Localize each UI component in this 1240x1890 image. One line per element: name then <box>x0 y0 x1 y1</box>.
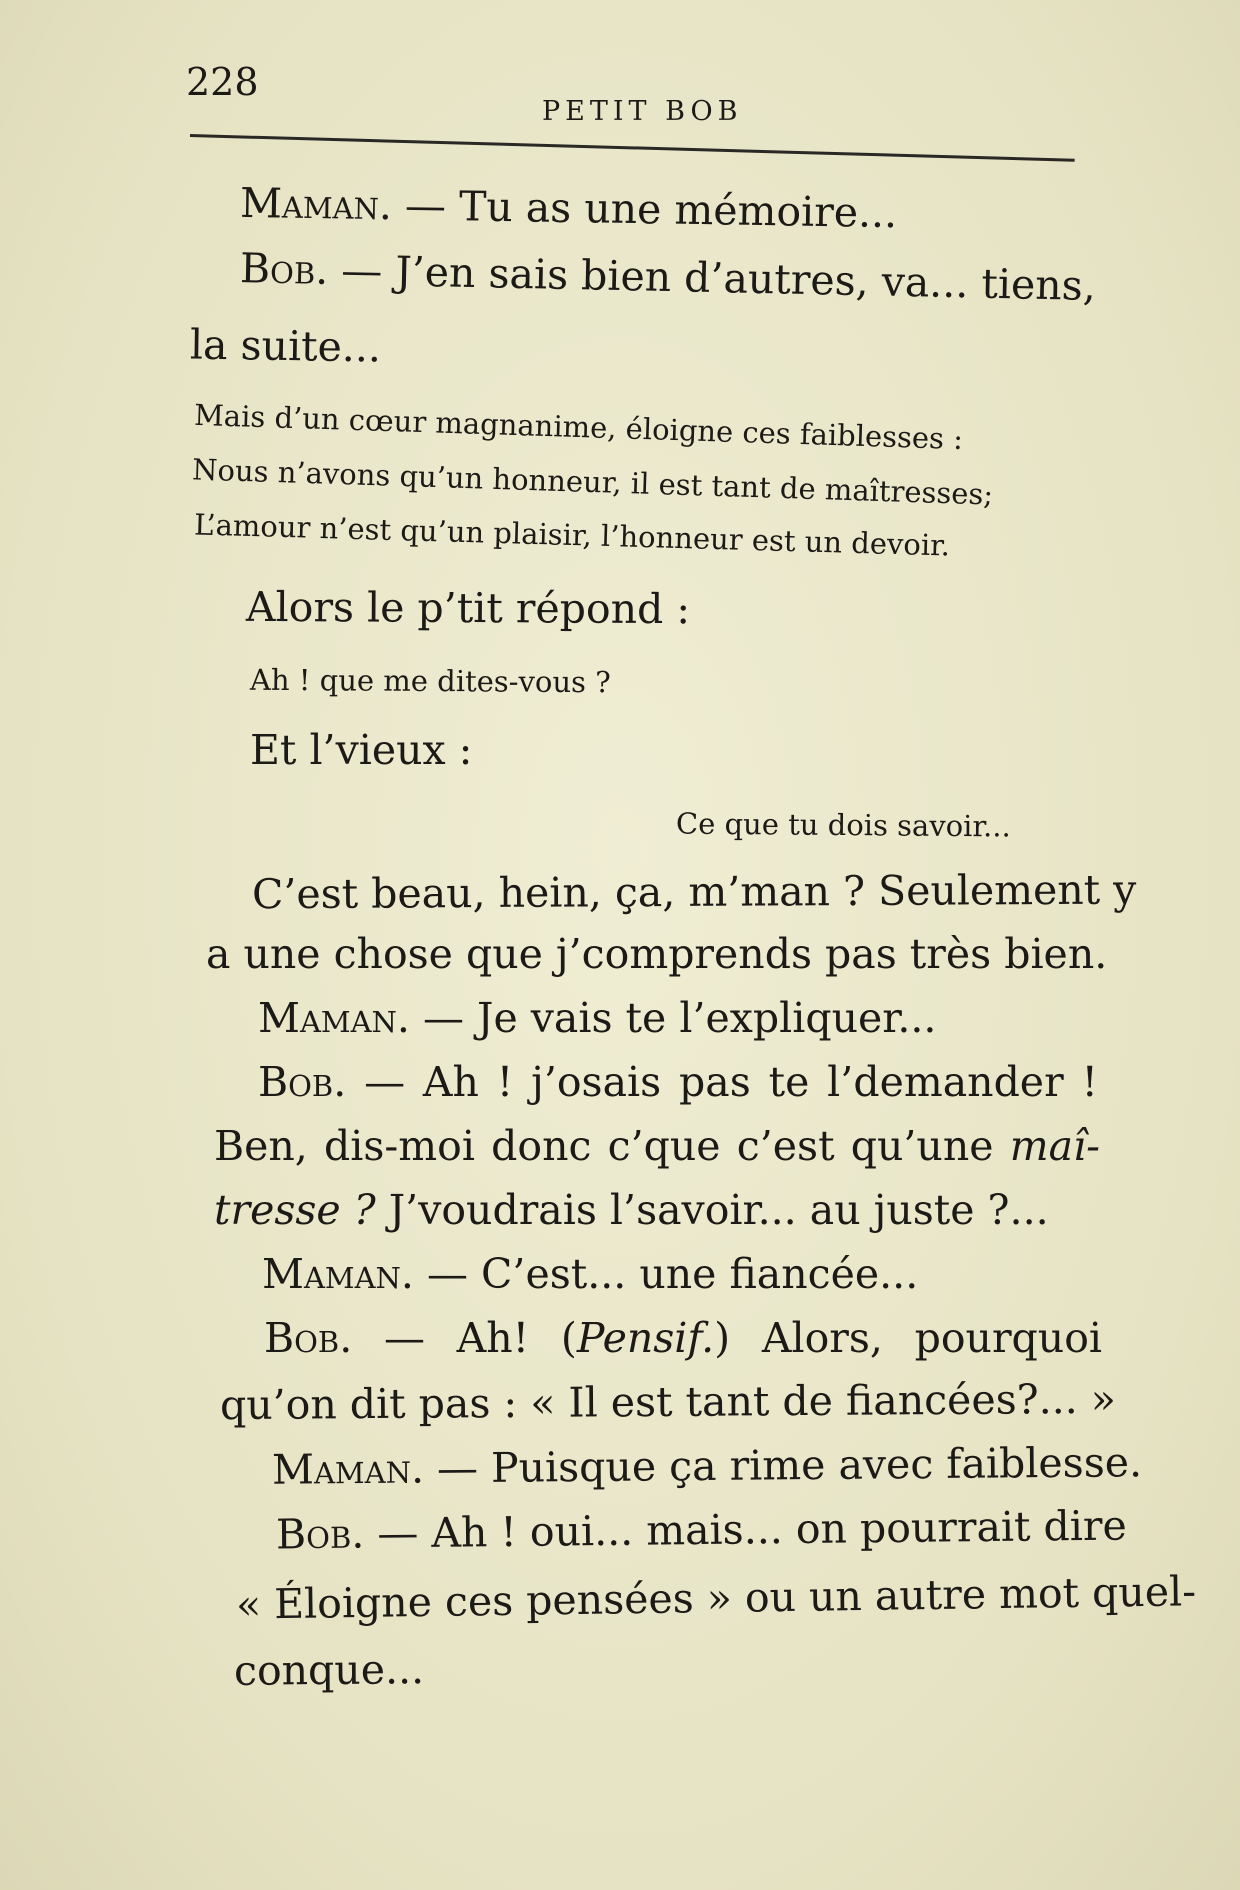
text-line-5: Et l’vieux : <box>250 726 473 774</box>
speaker-maman: Maman. <box>262 1250 414 1298</box>
dialogue-text: — Tu as une mémoire... <box>391 181 898 238</box>
text-line-15: Maman. — Puisque ça rime avec faiblesse. <box>271 1438 1143 1494</box>
text-line-10: Ben, dis-moi donc c’que c’est qu’une maî- <box>214 1122 1100 1170</box>
verse-line-1: Mais d’un cœur magnanime, éloigne ces faiblesses : <box>193 397 964 457</box>
text-line-1 <box>240 179 898 237</box>
speaker-bob: Bob. <box>258 1058 347 1106</box>
verse-line-4: Ah ! que me dites-vous ? <box>249 662 611 700</box>
text-line-11: tresse ? J’voudrais l’savoir... au juste ?... <box>214 1186 1049 1234</box>
header-rule <box>190 134 1075 162</box>
text-line-6: C’est beau, hein, ça, m’man ? Seulement y <box>251 865 1137 919</box>
text-line-3 <box>190 321 382 372</box>
speaker-maman: Maman. <box>258 994 410 1042</box>
speaker-bob: Bob. <box>239 244 329 294</box>
text-line-12: Maman. — C’est... une fiancée... <box>262 1250 919 1298</box>
text-line-9: Bob. — Ah ! j’osais pas te l’demander ! <box>258 1058 1098 1106</box>
text-line-18: conque... <box>233 1645 425 1695</box>
verse-line-3: L’amour n’est qu’un plaisir, l’honneur est un devoir. <box>193 507 951 563</box>
speaker-bob: Bob. <box>275 1509 365 1559</box>
dialogue-text: la suite... <box>189 320 382 372</box>
dialogue-text: — J’en sais bien d’autres, va... tiens, <box>327 245 1097 310</box>
running-head: PETIT BOB <box>542 96 743 127</box>
text-line-2 <box>239 244 1097 310</box>
text-line-4: Alors le p’tit répond : <box>245 582 691 634</box>
text-line-8: Maman. — Je vais te l’expliquer... <box>258 994 937 1042</box>
verse-line-2: Nous n’avons qu’un honneur, il est tant de maîtresses; <box>191 452 994 512</box>
page-number: 228 <box>186 60 259 104</box>
text-line-17: « Éloigne ces pensées » ou un autre mot quel- <box>235 1567 1197 1629</box>
verse-line-5: Ce que tu dois savoir... <box>675 806 1011 844</box>
speaker-maman: Maman. <box>239 178 393 230</box>
text-line-13: Bob. — Ah! (Pensif.) Alors, pourquoi <box>264 1314 1102 1362</box>
text-line-7: a une chose que j’comprends pas très bien. <box>206 930 1108 978</box>
speaker-maman: Maman. <box>271 1444 425 1494</box>
speaker-bob: Bob. <box>264 1314 353 1362</box>
text-line-14: qu’on dit pas : « Il est tant de fiancées?... » <box>219 1374 1117 1430</box>
text-line-16: Bob. — Ah ! oui... mais... on pourrait dire <box>275 1501 1127 1559</box>
